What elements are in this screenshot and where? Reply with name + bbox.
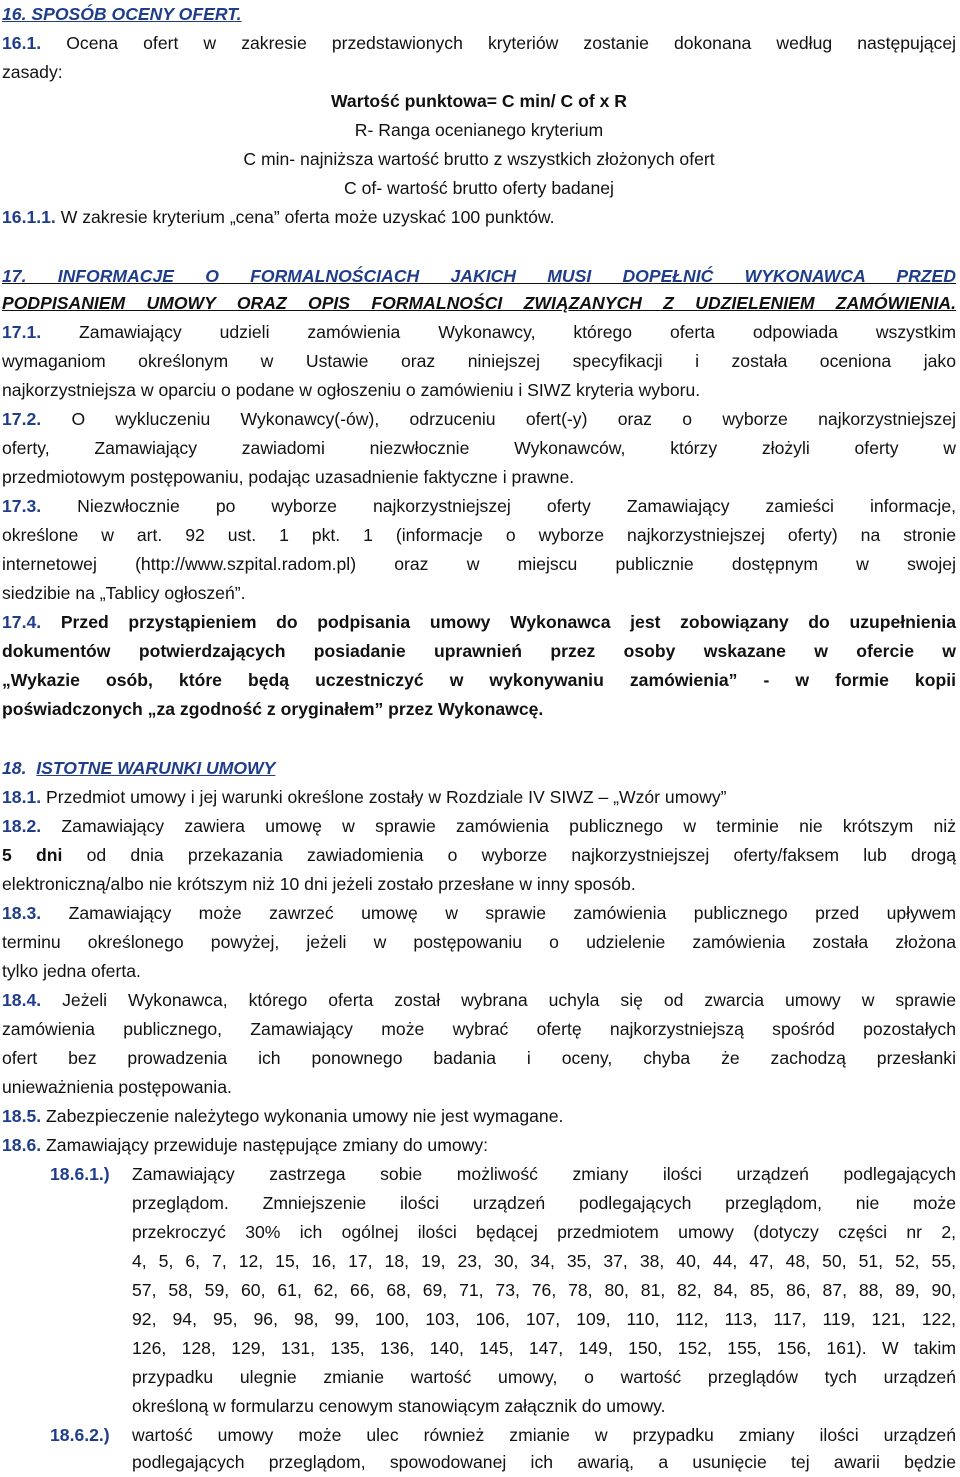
- heading-number: 18.: [2, 758, 27, 778]
- formula-legend-cof: C of- wartość brutto oferty badanej: [344, 178, 614, 198]
- formula-legend-r: R- Ranga ocenianego kryterium: [354, 120, 604, 140]
- paragraph-text: Ocena ofert w zakresie przedstawionych kryteriów zostanie dokonana według następującej: [66, 33, 957, 53]
- subparagraph-18-6-1-line: 126, 128, 129, 131, 135, 136, 140, 145, 147, 149, 150, 152, 155, 156, 161). W takim: [132, 1338, 956, 1358]
- paragraph-16-1-1: [2, 203, 555, 232]
- paragraph-text: Jeżeli Wykonawca, którego oferta został wybrana uchyla się od zwarcia umowy w sprawie: [62, 990, 956, 1010]
- paragraph-17-2-line: przedmiotowym postępowaniu, podając uzasadnienie faktyczne i prawne.: [2, 467, 575, 487]
- subparagraph-number: 18.6.1.): [50, 1164, 110, 1184]
- paragraph-18-3-line: terminu określonego powyżej, jeżeli w postępowaniu o udzielenie zamówienia została złożona: [2, 932, 956, 952]
- subparagraph-18-6-2-line: podlegających przeglądom, spowodowanej ich awarią, a usunięcie tej awarii będzie: [132, 1452, 956, 1472]
- paragraph-number: 17.4.: [2, 612, 42, 632]
- paragraph-17-4-line: „Wykazie osób, które będą uczestniczyć w wykonywaniu zamówienia” - w formie kopii: [2, 670, 956, 690]
- paragraph-18-3-line: tylko jedna oferta.: [2, 961, 141, 981]
- paragraph-text: Zamawiający udzieli zamówienia Wykonawcy, którego oferta odpowiada wszystkim: [79, 322, 956, 342]
- subparagraph-number: 18.6.2.): [50, 1425, 110, 1445]
- paragraph-number: 18.3.: [2, 903, 42, 923]
- paragraph-18-6: [2, 1131, 488, 1160]
- paragraph-number: 16.1.: [2, 33, 42, 53]
- subparagraph-18-6-1-line: 92, 94, 95, 96, 98, 99, 100, 103, 106, 107, 109, 110, 112, 113, 117, 119, 121, 122,: [132, 1309, 956, 1329]
- heading-text: 17. INFORMACJE O FORMALNOŚCIACH JAKICH MUSI DOPEŁNIĆ WYKONAWCA PRZED: [2, 266, 956, 286]
- paragraph-number: 18.1.: [2, 787, 42, 807]
- paragraph-17-3-line: siedzibie na „Tablicy ogłoszeń”.: [2, 583, 246, 603]
- paragraph-number: 18.6.: [2, 1135, 42, 1155]
- paragraph-text: Zabezpieczenie należytego wykonania umowy nie jest wymagane.: [46, 1106, 564, 1126]
- paragraph-number: 17.3.: [2, 496, 42, 516]
- section-18-heading: [2, 754, 275, 783]
- paragraph-18-5: [2, 1102, 563, 1131]
- paragraph-number: 18.4.: [2, 990, 42, 1010]
- paragraph-17-4-line: [2, 608, 956, 637]
- formula-line: Wartość punktowa= C min/ C of x R: [330, 91, 628, 111]
- subparagraph-18-6-1-line: przypadku ulegnie zmianie wartość umowy, o wartość przeglądów tych urządzeń: [132, 1367, 956, 1387]
- section-16-heading: 16. SPOSÓB OCENY OFERT.: [2, 4, 242, 24]
- paragraph-text: Zamawiający przewiduje następujące zmiany do umowy:: [46, 1135, 489, 1155]
- paragraph-number: 18.5.: [2, 1106, 42, 1126]
- subparagraph-18-6-1-line: Zamawiający zastrzega sobie możliwość zmiany ilości urządzeń podlegających: [132, 1164, 956, 1184]
- emphasis-text: 5 dni: [2, 845, 63, 865]
- paragraph-18-4-line: unieważnienia postępowania.: [2, 1077, 232, 1097]
- paragraph-text: Przed przystąpieniem do podpisania umowy Wykonawca jest zobowiązany do uzupełnienia: [60, 612, 957, 632]
- heading-text: ISTOTNE WARUNKI UMOWY: [36, 758, 276, 778]
- paragraph-text: W zakresie kryterium „cena” oferta może uzyskać 100 punktów.: [60, 207, 555, 227]
- paragraph-17-3-line: internetowej (http://www.szpital.radom.pl) oraz w miejscu publicznie dostępnym w swojej: [2, 554, 956, 574]
- subparagraph-18-6-1-line: 4, 5, 6, 7, 12, 15, 16, 17, 18, 19, 23, 30, 34, 35, 37, 38, 40, 44, 47, 48, 50, 51, 52, 55,: [132, 1251, 956, 1271]
- paragraph-17-4-line: poświadczonych „za zgodność z oryginałem” przez Wykonawcę.: [2, 699, 544, 719]
- paragraph-text: Przedmiot umowy i jej warunki określone zostały w Rozdziale IV SIWZ – „Wzór umowy”: [46, 787, 727, 807]
- paragraph-17-4-line: dokumentów potwierdzających posiadanie uprawnień przez osoby wskazane w ofercie w: [2, 641, 956, 661]
- paragraph-text: od dnia przekazania zawiadomienia o wyborze najkorzystniejszej oferty/faksem lub drogą: [86, 845, 956, 865]
- paragraph-number: 18.2.: [2, 816, 42, 836]
- subparagraph-18-6-1-line: 57, 58, 59, 60, 61, 62, 66, 68, 69, 71, 73, 76, 78, 80, 81, 82, 84, 85, 86, 87, 88, 89, 90,: [132, 1280, 956, 1300]
- paragraph-number: 17.2.: [2, 409, 42, 429]
- paragraph-17-1-line: wymaganiom określonym w Ustawie oraz niniejszej specyfikacji i została oceniona jako: [2, 351, 956, 371]
- paragraph-text: Zamawiający może zawrzeć umowę w sprawie zamówienia publicznego przed upływem: [68, 903, 956, 923]
- paragraph-17-3-line: [2, 492, 956, 521]
- subparagraph-18-6-1-line: określoną w formularzu cenowym stanowiącym załącznik do umowy.: [132, 1396, 666, 1416]
- section-17-heading: PODPISANIEM UMOWY ORAZ OPIS FORMALNOŚCI ZWIĄZANYCH Z UDZIELENIEM ZAMÓWIENIA.: [2, 293, 956, 313]
- paragraph-number: 16.1.1.: [2, 207, 56, 227]
- paragraph-18-4-line: [2, 986, 956, 1015]
- subparagraph-18-6-1-line: przekroczyć 30% ich ogólnej ilości będącej przedmiotem umowy (dotyczy części nr 2,: [132, 1222, 956, 1242]
- paragraph-18-2-line: elektroniczną/albo nie krótszym niż 10 dni jeżeli zostało przesłane w inny sposób.: [2, 874, 636, 894]
- paragraph-16-1-line: [2, 29, 956, 58]
- paragraph-16-1-line: zasady:: [2, 62, 63, 82]
- paragraph-18-2-line: [2, 812, 956, 841]
- paragraph-text: O wykluczeniu Wykonawcy(-ów), odrzuceniu ofert(-y) oraz o wyborze najkorzystniejszej: [71, 409, 956, 429]
- paragraph-17-1-line: [2, 318, 956, 347]
- paragraph-18-4-line: zamówienia publicznego, Zamawiający może wybrać ofertę najkorzystniejszą spośród pozostałych: [2, 1019, 956, 1039]
- paragraph-text: Zamawiający zawiera umowę w sprawie zamówienia publicznego w terminie nie krótszym niż: [61, 816, 957, 836]
- paragraph-17-2-line: oferty, Zamawiający zawiadomi niezwłocznie Wykonawców, którzy złożyli oferty w: [2, 438, 956, 458]
- subparagraph-18-6-2-line: wartość umowy może ulec również zmianie w przypadku zmiany ilości urządzeń: [132, 1425, 956, 1445]
- paragraph-17-3-line: określone w art. 92 ust. 1 pkt. 1 (informacje o wyborze najkorzystniejszej oferty) na stronie: [2, 525, 956, 545]
- section-17-heading: [2, 262, 956, 291]
- paragraph-18-4-line: ofert bez prowadzenia ich ponownego badania i oceny, chyba że zachodzą przesłanki: [2, 1048, 956, 1068]
- paragraph-18-3-line: [2, 899, 956, 928]
- paragraph-number: 17.1.: [2, 322, 42, 342]
- paragraph-18-2-line: [2, 841, 956, 870]
- paragraph-18-1: [2, 783, 727, 812]
- formula-legend-cmin: C min- najniższa wartość brutto z wszystkich złożonych ofert: [243, 149, 715, 169]
- paragraph-text: Niezwłocznie po wyborze najkorzystniejszej oferty Zamawiający zamieści informacje,: [77, 496, 956, 516]
- subparagraph-18-6-1-line: przeglądom. Zmniejszenie ilości urządzeń podlegających przeglądom, nie może: [132, 1193, 956, 1213]
- paragraph-17-2-line: [2, 405, 956, 434]
- paragraph-17-1-line: najkorzystniejsza w oparciu o podane w ogłoszeniu o zamówieniu i SIWZ kryteria wyboru.: [2, 380, 701, 400]
